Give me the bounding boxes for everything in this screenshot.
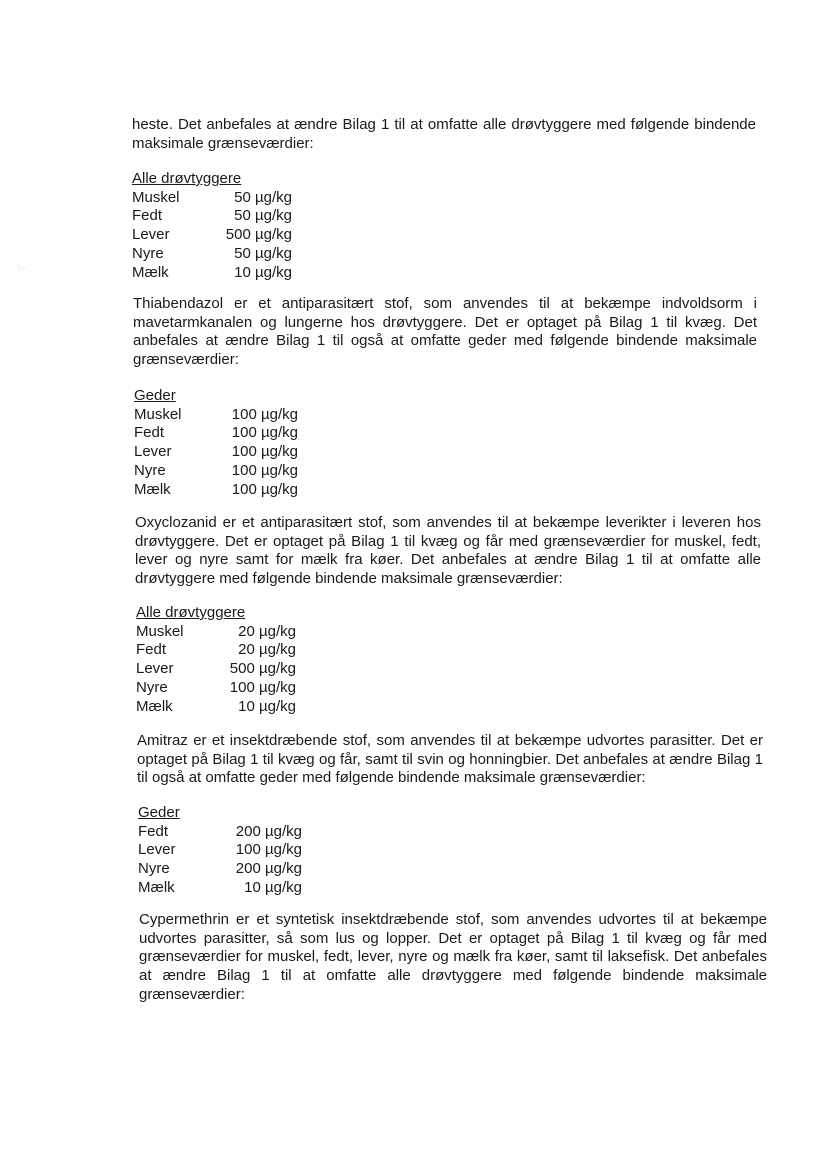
mrl-value: 10 µg/kg [234,263,292,281]
mrl-value: 10 µg/kg [238,697,296,715]
tissue-label: Fedt [136,641,167,659]
tissue-label: Mælk [138,878,175,896]
mrl-table-goats-1 [134,387,298,499]
tissue-label: Fedt [132,207,163,225]
mrl-value: 100 µg/kg [231,405,298,423]
tissue-label: Muskel [136,622,184,640]
mrl-value: 100 µg/kg [231,480,298,498]
intro-paragraph: heste. Det anbefales at ændre Bilag 1 til at omfatte alle drøvtyggere med følgende bindende maksimale grænseværdier: [132,116,756,152]
tissue-label: Mælk [132,263,169,281]
mrl-value: 100 µg/kg [231,461,298,479]
tissue-label: Lever [134,443,172,461]
mrl-table-all-ruminants-1 [132,170,292,282]
tissue-label: Mælk [136,697,173,715]
mrl-value: 20 µg/kg [238,622,296,640]
mrl-value: 100 µg/kg [231,443,298,461]
tissue-label: Muskel [132,188,180,206]
mrl-value: 100 µg/kg [235,841,302,859]
tissue-label: Nyre [138,860,170,878]
mrl-value: 50 µg/kg [234,207,292,225]
mrl-value: 100 µg/kg [231,424,298,442]
tissue-label: Lever [138,841,176,859]
mrl-value: 200 µg/kg [235,822,302,840]
table-heading: Geder [134,387,176,404]
mrl-value: 10 µg/kg [244,878,302,896]
tissue-label: Fedt [134,424,165,442]
mrl-value: 500 µg/kg [225,226,292,244]
mrl-value: 20 µg/kg [238,641,296,659]
tissue-label: Lever [136,660,174,678]
mrl-table-all-ruminants-2 [136,604,296,716]
tissue-label: Nyre [134,461,166,479]
mrl-value: 200 µg/kg [235,860,302,878]
table-heading: Geder [138,804,180,821]
tissue-label: Nyre [132,244,164,262]
tissue-label: Fedt [138,822,169,840]
scan-mark: ʼᵢ .. [18,265,26,271]
tissue-label: Nyre [136,678,168,696]
oxyclozanid-paragraph: Oxyclozanid er et antiparasitært stof, som anvendes til at bekæmpe leverikter i leveren hos drøvtyggere. Det er optaget på Bilag 1 til kvæg og får med grænseværdier for muskel, fedt, lever og nyre samt for mælk fra køer. Det anbefales at ændre Bilag 1 til at omfatte alle drøvtyggere med følgende bindende maksimale grænseværdier: [135,514,761,588]
tissue-label: Lever [132,226,170,244]
tissue-label: Mælk [134,480,171,498]
amitraz-paragraph: Amitraz er et insektdræbende stof, som anvendes til at bekæmpe udvortes parasitter. Det er optaget på Bilag 1 til kvæg og får, samt til svin og honningbier. Det anbefales at ændre Bilag 1 til også at omfatte geder med følgende bindende maksimale grænseværdier: [137,732,763,787]
mrl-table-goats-2 [138,804,302,898]
tissue-label: Muskel [134,405,182,423]
table-heading: Alle drøvtyggere [132,170,242,187]
table-heading: Alle drøvtyggere [136,604,246,621]
cypermethrin-paragraph: Cypermethrin er et syntetisk insektdræbende stof, som anvendes udvortes til at bekæmpe udvortes parasitter, så som lus og lopper. Det er optaget på Bilag 1 til kvæg og får med grænseværdier for muskel, fedt, lever, nyre og mælk fra køer, samt til laksefisk. Det anbefales at ændre Bilag 1 til at omfatte alle drøvtyggere med følgende bindende maksimale grænseværdier: [139,911,767,1003]
mrl-value: 50 µg/kg [234,244,292,262]
thiabendazol-paragraph: Thiabendazol er et antiparasitært stof, som anvendes til at bekæmpe indvoldsorm i mavetarmkanalen og lungerne hos drøvtyggere. Det er optaget på Bilag 1 til kvæg. Det anbefales at ændre Bilag 1 til også at omfatte geder med følgende bindende maksimale grænseværdier: [133,295,757,369]
mrl-value: 100 µg/kg [229,678,296,696]
mrl-value: 500 µg/kg [229,660,296,678]
mrl-value: 50 µg/kg [234,188,292,206]
